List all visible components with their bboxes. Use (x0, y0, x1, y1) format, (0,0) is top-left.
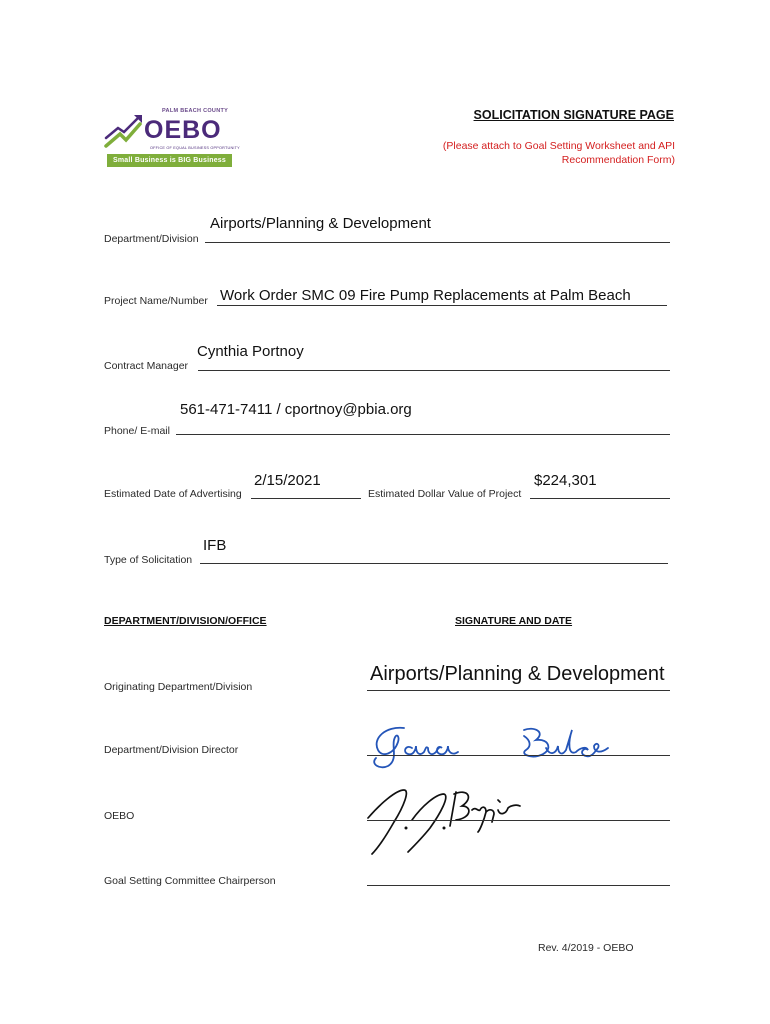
advertising-date-line (251, 498, 361, 499)
advertising-date-label: Estimated Date of Advertising (104, 488, 242, 500)
oebo-logo (104, 108, 240, 170)
dollar-value-label: Estimated Dollar Value of Project (368, 488, 522, 500)
chairperson-line (367, 885, 670, 886)
department-line (205, 242, 670, 243)
solicitation-type-label: Type of Solicitation (104, 554, 193, 566)
solicitation-type-line (200, 563, 668, 564)
manager-line (198, 370, 670, 371)
contact-value: 561-471-7411 / cportnoy@pbia.org (180, 401, 412, 418)
oebo-label: OEBO (104, 810, 135, 822)
department-label: Department/Division (104, 233, 199, 245)
originating-line (367, 690, 670, 691)
dollar-value-value: $224,301 (534, 472, 597, 489)
revision-note: Rev. 4/2019 - OEBO (538, 942, 634, 954)
col-header-department: DEPARTMENT/DIVISION/OFFICE (104, 615, 267, 627)
logo-county: PALM BEACH COUNTY (162, 108, 229, 114)
solicitation-type-value: IFB (203, 537, 227, 554)
manager-value: Cynthia Portnoy (197, 343, 304, 360)
project-label: Project Name/Number (104, 295, 208, 307)
chairperson-label: Goal Setting Committee Chairperson (104, 875, 276, 887)
contact-label: Phone/ E-mail (104, 425, 170, 437)
logo-swoosh-icon (104, 112, 144, 152)
project-value: Work Order SMC 09 Fire Pump Replacements at Palm Beach (220, 287, 631, 304)
department-value: Airports/Planning & Development (210, 215, 431, 232)
oebo-line (367, 820, 670, 821)
project-line (217, 305, 667, 306)
contact-line (176, 434, 670, 435)
oebo-signature (360, 776, 540, 856)
page-title: SOLICITATION SIGNATURE PAGE (473, 108, 674, 122)
logo-tagline: Small Business is BIG Business (107, 154, 232, 167)
director-label: Department/Division Director (104, 744, 239, 756)
director-signature (364, 718, 634, 778)
logo-name: OEBO (144, 116, 222, 144)
col-header-signature: SIGNATURE AND DATE (455, 615, 573, 627)
originating-label: Originating Department/Division (104, 681, 253, 693)
attach-note-line-2: Recommendation Form) (561, 154, 675, 166)
dollar-value-line (530, 498, 670, 499)
attach-note (443, 139, 675, 167)
originating-signature: Airports/Planning & Development (370, 663, 665, 685)
advertising-date-value: 2/15/2021 (254, 472, 321, 489)
logo-subtitle: OFFICE OF EQUAL BUSINESS OPPORTUNITY (150, 146, 240, 150)
manager-label: Contract Manager (104, 360, 189, 372)
director-line (367, 755, 670, 756)
attach-note-line-1: (Please attach to Goal Setting Worksheet and API (442, 140, 675, 152)
